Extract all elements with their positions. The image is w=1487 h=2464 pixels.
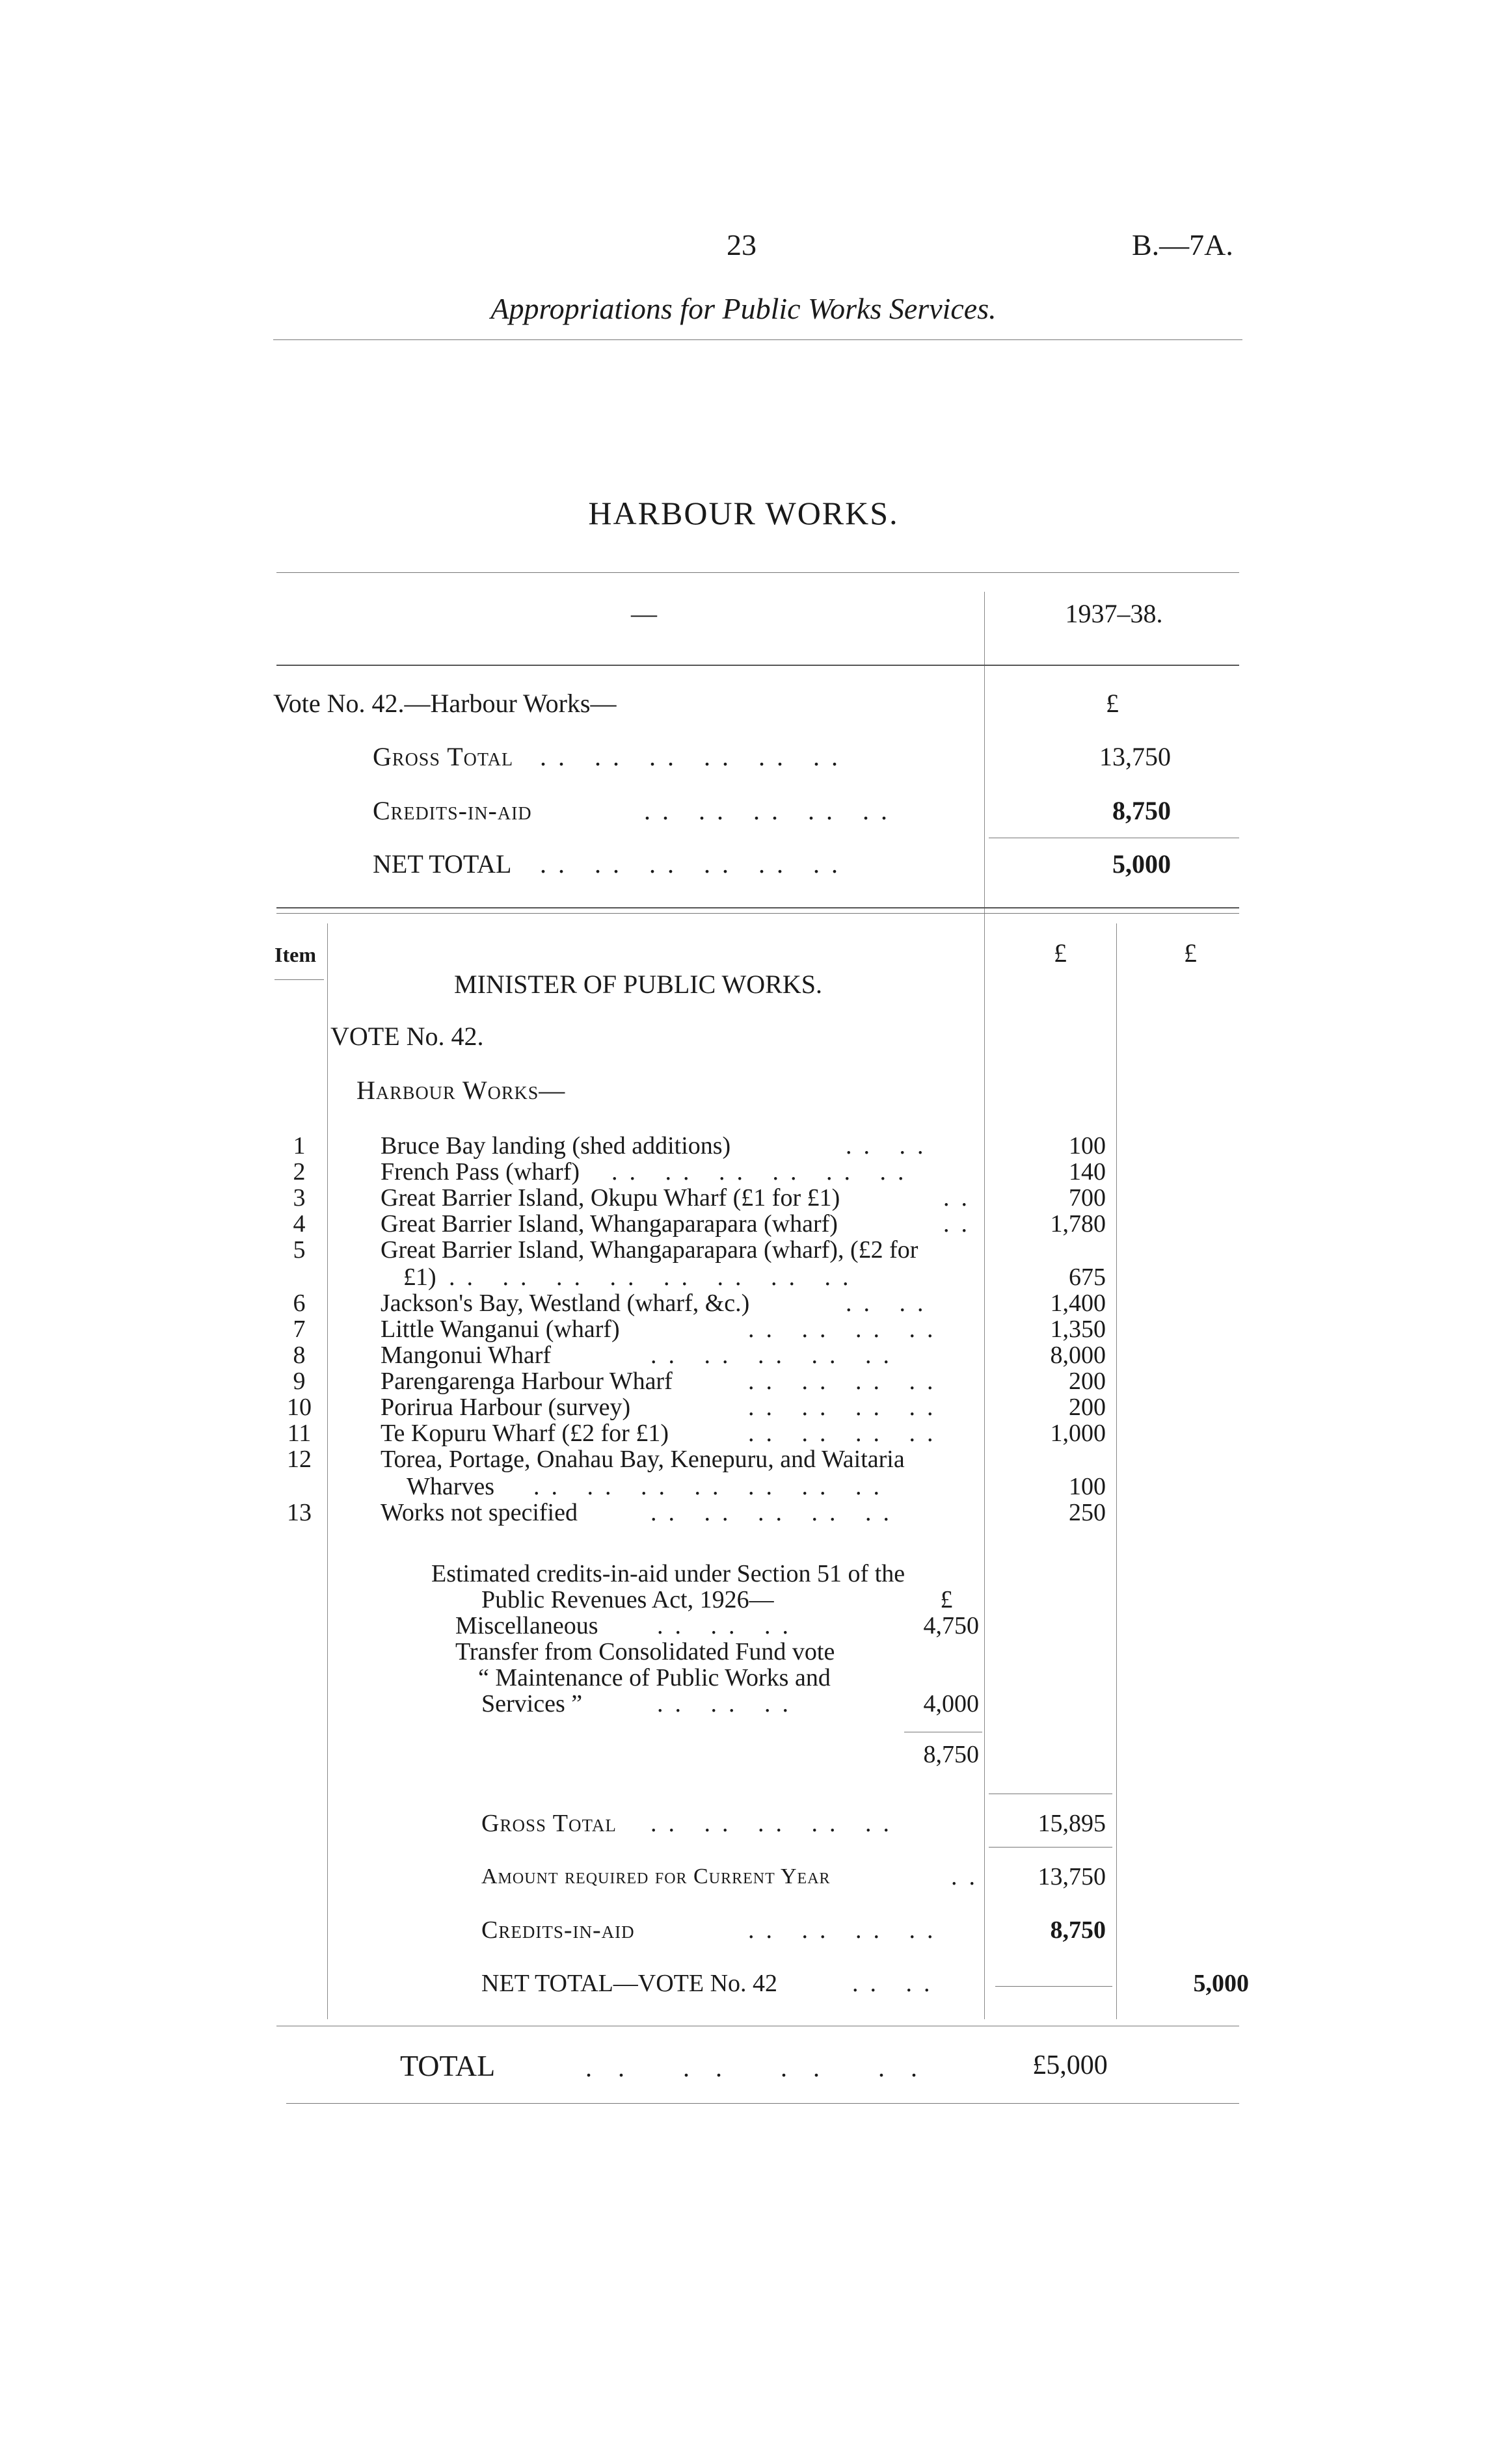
item-header-rule [275, 979, 324, 980]
item-value: 1,000 [1050, 1420, 1106, 1447]
credits-misc-dots: .. .. .. [657, 1612, 800, 1639]
item-number: 11 [287, 1420, 312, 1447]
item-dots: .. .. .. .. [748, 1316, 945, 1343]
grand-total-value: £5,000 [1032, 2050, 1108, 2080]
detail-gross-total-label: Gross Total [481, 1810, 617, 1837]
item-description: Parengarenga Harbour Wharf [381, 1368, 673, 1395]
detail-credits-value: 8,750 [1050, 1916, 1106, 1944]
item-description: Little Wanganui (wharf) [381, 1316, 620, 1343]
item-dots: .. .. .. .. .. .. [611, 1158, 916, 1186]
item-number: 8 [293, 1342, 306, 1369]
item-dots: .. .. .. .. [748, 1394, 945, 1421]
grand-total-rule [286, 2103, 1239, 2104]
item-value: 140 [1069, 1158, 1106, 1186]
credits-transfer-value: 4,000 [923, 1690, 979, 1717]
item-dots: .. .. [846, 1290, 935, 1317]
page-subtitle: Appropriations for Public Works Services. [490, 292, 997, 325]
summary-gross-total-label: Gross Total [373, 742, 514, 771]
item-number: 2 [293, 1158, 306, 1186]
credits-misc-value: 4,750 [923, 1612, 979, 1639]
credits-note-currency: £ [940, 1586, 953, 1613]
item-number: 1 [293, 1132, 306, 1159]
item-description: French Pass (wharf) [381, 1158, 580, 1186]
detail-credits-label: Credits-in-aid [481, 1916, 635, 1944]
detail-amount-dots: .. [951, 1863, 987, 1890]
summary-header-year: 1937–38. [1065, 599, 1163, 628]
detail-net-dots: .. .. [852, 1970, 942, 1997]
page-number: 23 [727, 228, 757, 261]
summary-vote-label: Vote No. 42.—Harbour Works— [273, 689, 617, 718]
detail-item-divider [327, 923, 328, 2019]
detail-currency-2: £ [1184, 938, 1197, 968]
item-dots: .. .. .. .. .. .. .. .. [449, 1264, 861, 1291]
item-description: Bruce Bay landing (shed additions) [381, 1132, 731, 1159]
detail-gross-total-value: 15,895 [1038, 1810, 1106, 1837]
minister-heading: MINISTER OF PUBLIC WORKS. [454, 970, 822, 999]
item-description-continued: Wharves [407, 1473, 495, 1500]
detail-col2-divider [1116, 923, 1117, 2019]
item-dots: .. [943, 1210, 979, 1238]
item-dots: .. .. [846, 1132, 935, 1159]
item-value: 100 [1069, 1473, 1106, 1500]
credits-note-line1: Estimated credits-in-aid under Section 51 of the [431, 1560, 905, 1587]
detail-credits-rule [995, 1986, 1112, 1987]
summary-top-rule [276, 572, 1239, 573]
item-description: Torea, Portage, Onahau Bay, Kenepuru, and Waitaria [381, 1446, 905, 1473]
summary-gross-total-value: 13,750 [1099, 742, 1171, 771]
item-description: Great Barrier Island, Whangaparapara (wharf), (£2 for [381, 1236, 918, 1264]
item-dots: .. .. .. .. [748, 1368, 945, 1395]
detail-gross-dots: .. .. .. .. .. [650, 1810, 901, 1837]
section-title: HARBOUR WORKS. [588, 495, 899, 531]
summary-gross-dots: .. .. .. .. .. .. [540, 742, 850, 771]
item-description: Porirua Harbour (survey) [381, 1394, 631, 1421]
detail-amount-required-label: Amount required for Current Year [481, 1864, 831, 1888]
detail-credits-dots: .. .. .. .. [748, 1916, 945, 1944]
item-value: 100 [1069, 1132, 1106, 1159]
item-value: 675 [1069, 1264, 1106, 1291]
credits-transfer-line1: Transfer from Consolidated Fund vote [455, 1638, 835, 1665]
item-number: 12 [287, 1446, 312, 1473]
summary-net-total-value: 5,000 [1112, 849, 1171, 879]
item-description: Te Kopuru Wharf (£2 for £1) [381, 1420, 669, 1447]
item-dots: .. .. .. .. .. [650, 1342, 901, 1369]
item-dots: .. [943, 1184, 979, 1212]
item-description: Jackson's Bay, Westland (wharf, &c.) [381, 1290, 750, 1317]
item-number: 5 [293, 1236, 306, 1264]
item-value: 200 [1069, 1368, 1106, 1395]
summary-credits-dots: .. .. .. .. .. [644, 796, 899, 825]
detail-top-rule-1 [276, 907, 1239, 908]
item-description: Great Barrier Island, Whangaparapara (wharf) [381, 1210, 838, 1238]
grand-total-dots: .. .. .. .. [585, 2053, 943, 2082]
item-dots: .. .. .. .. .. [650, 1499, 901, 1526]
item-column-header: Item [275, 943, 316, 966]
document-reference: B.—7A. [1132, 228, 1233, 261]
item-value: 1,780 [1050, 1210, 1106, 1238]
item-value: 200 [1069, 1394, 1106, 1421]
detail-net-total-value: 5,000 [1193, 1970, 1249, 1997]
item-value: 1,350 [1050, 1316, 1106, 1343]
item-description-continued: £1) [403, 1264, 436, 1291]
item-value: 1,400 [1050, 1290, 1106, 1317]
detail-col1-divider [984, 923, 985, 2019]
detail-net-total-label: NET TOTAL—VOTE No. 42 [481, 1970, 778, 1997]
item-dots: .. .. .. .. .. .. .. [533, 1473, 891, 1500]
summary-net-dots: .. .. .. .. .. .. [540, 849, 850, 879]
detail-top-rule-2 [276, 913, 1239, 914]
item-value: 250 [1069, 1499, 1106, 1526]
summary-header-rule [276, 665, 1239, 666]
credits-subtotal-value: 8,750 [923, 1741, 979, 1768]
detail-currency-1: £ [1054, 938, 1067, 968]
vote-heading: VOTE No. 42. [330, 1022, 484, 1051]
item-number: 13 [287, 1499, 312, 1526]
credits-note-line2: Public Revenues Act, 1926— [481, 1586, 774, 1613]
item-number: 4 [293, 1210, 306, 1238]
item-value: 8,000 [1050, 1342, 1106, 1369]
item-number: 7 [293, 1316, 306, 1343]
credits-misc-label: Miscellaneous [455, 1612, 598, 1639]
item-number: 10 [287, 1394, 312, 1421]
summary-header-dash: — [631, 599, 657, 628]
summary-credits-value: 8,750 [1112, 796, 1171, 825]
header-rule [273, 339, 1242, 340]
item-description: Mangonui Wharf [381, 1342, 552, 1369]
detail-gross-rule [989, 1847, 1112, 1848]
item-number: 6 [293, 1290, 306, 1317]
item-number: 9 [293, 1368, 306, 1395]
summary-net-total-label: NET TOTAL [373, 849, 512, 879]
credits-transfer-dots: .. .. .. [657, 1690, 800, 1717]
group-heading: Harbour Works— [356, 1076, 566, 1105]
detail-amount-required-value: 13,750 [1038, 1863, 1106, 1890]
credits-transfer-line2: “ Maintenance of Public Works and [478, 1664, 831, 1691]
item-dots: .. .. .. .. [748, 1420, 945, 1447]
item-number: 3 [293, 1184, 306, 1212]
grand-total-label: TOTAL [400, 2049, 496, 2082]
credits-transfer-line3: Services ” [481, 1690, 583, 1717]
item-description: Great Barrier Island, Okupu Wharf (£1 for £1) [381, 1184, 840, 1212]
item-value: 700 [1069, 1184, 1106, 1212]
item-description: Works not specified [381, 1499, 578, 1526]
summary-currency: £ [1106, 689, 1119, 718]
summary-credits-label: Credits-in-aid [373, 796, 532, 825]
